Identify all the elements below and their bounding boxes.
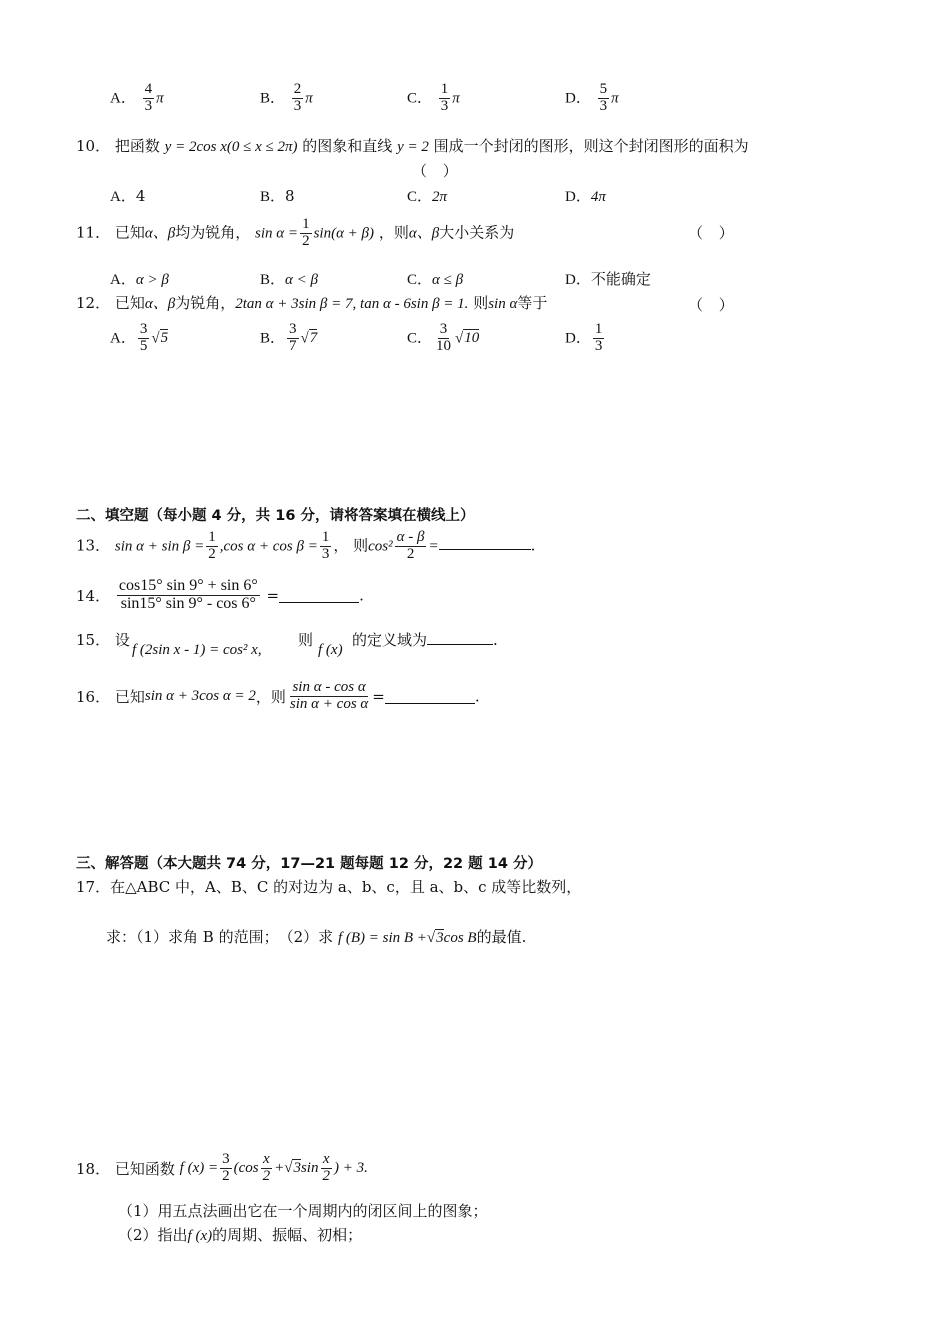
q11-option-d: D．不能确定 — [565, 270, 651, 288]
fraction: $\frac{\cos 15^\circ \sin 9^\circ + \sin 6^\circ}{\sin 15^\circ \sin 9^\circ - \cos 6^\circ}$ — [118, 577, 258, 612]
answer-blank[interactable] — [279, 588, 359, 603]
fraction: $\frac{1}{3}$ — [321, 529, 330, 562]
q18-stem: 18． 已知函数 f (x) = $\frac{3}{2}$ (cos $\frac{x}{2}$ +√3sin $\frac{x}{2}$ ) + 3. — [76, 1151, 368, 1184]
fraction: $\frac{1}{3}$ — [594, 321, 603, 354]
q16: 16． 已知sin α + 3cos α = 2，则 $\frac{\text{sin α - cos α}}{\text{sin α + cos α}}$ = . — [76, 679, 480, 712]
q9-option-d: D． $\frac{5}{3}$ π — [565, 81, 619, 114]
fraction: $\frac{3}{10}$ — [436, 321, 452, 354]
q11-answer-paren: （ ） — [688, 226, 740, 242]
q11-option-c: C．α ≤ β — [407, 272, 464, 288]
q12-option-a: A． $\frac{3}{5}$ √5 — [110, 321, 169, 354]
fraction: $\frac{x}{2}$ — [262, 1151, 271, 1184]
q12-answer-paren: （ ） — [688, 298, 740, 314]
q15-math: f (2sin x - 1) = cos² x, — [132, 642, 262, 658]
fraction: $\frac{\alpha - \beta}{2}$ — [396, 529, 425, 562]
q10-option-c: C．2π — [407, 189, 448, 205]
q15: 15． 设 — [76, 631, 130, 649]
q11-stem: 11． 已知α、β均为锐角， sin α = $\frac{1}{2}$ sin(α + β) ，则α、β大小关系为 — [76, 216, 515, 249]
q10-stem: 10． 把函数 y = 2cos x(0 ≤ x ≤ 2π) 的图象和直线 y = 2 围成一个封闭的图形，则这个封闭图形的面积为 — [76, 137, 749, 155]
q10-answer-paren: （ ） — [412, 164, 464, 180]
q10-option-d: D．4π — [565, 189, 606, 205]
answer-blank[interactable] — [427, 630, 493, 645]
q14: 14． $\frac{\cos 15^\circ \sin 9^\circ + \sin 6^\circ}{\sin 15^\circ \sin 9^\circ - \cos 6^\circ}$ = . — [76, 577, 364, 612]
q10-option-a: A．4 — [110, 187, 146, 205]
q17-ask: 求：（1）求角 B 的范围； （2）求 f (B) = sin B +√3cos B的最值. — [106, 928, 527, 946]
fraction: $\frac{2}{3}$ — [293, 81, 302, 114]
q17-stem: 17．在△ABC 中，A、B、C 的对边为 a、b、c，且 a、b、c 成等比数列， — [76, 878, 582, 896]
fraction: $\frac{1}{2}$ — [302, 216, 310, 249]
section-2-title: 二、填空题（每小题 4 分，共 16 分，请将答案填在横线上） — [76, 508, 475, 524]
section-3-title: 三、解答题（本大题共 74 分，17—21 题每题 12 分，22 题 14 分） — [76, 856, 542, 872]
q12-stem: 12． 已知α、β为锐角，2tan α + 3sin β = 7, tan α - 6sin β = 1. 则sin α等于 — [76, 294, 548, 312]
q15-then: 则 — [298, 631, 314, 649]
q12-option-c: C． $\frac{3}{10}$ √10 — [407, 321, 480, 354]
q12-option-d: D． $\frac{1}{3}$ — [565, 321, 603, 354]
q11-option-b: B．α < β — [260, 272, 318, 288]
q9-option-b: B． $\frac{2}{3}$ π — [260, 81, 313, 114]
fraction: $\frac{3}{7}$ — [289, 321, 297, 354]
fraction: $\frac{1}{2}$ — [208, 529, 216, 562]
fraction: $\frac{\text{sin α - cos α}}{\text{sin α + cos α}}$ — [289, 679, 369, 712]
answer-blank[interactable] — [439, 535, 531, 550]
q12-option-b: B． $\frac{3}{7}$ √7 — [260, 321, 318, 354]
q10-option-b: B．8 — [260, 187, 295, 205]
answer-blank[interactable] — [385, 689, 475, 704]
fraction: $\frac{x}{2}$ — [322, 1151, 330, 1184]
fraction: $\frac{5}{3}$ — [599, 81, 608, 114]
q15-tail: 的定义域为 . — [352, 631, 498, 649]
fraction: $\frac{1}{3}$ — [440, 81, 449, 114]
q18-part-2: （2）指出f (x)的周期、振幅、初相； — [118, 1226, 363, 1244]
q9-option-a: A． $\frac{4}{3}$ π — [110, 81, 164, 114]
fraction: $\frac{3}{2}$ — [222, 1151, 230, 1184]
q18-part-1: （1）用五点法画出它在一个周期内的闭区间上的图象； — [118, 1202, 488, 1220]
q13: 13． sin α + sin β = $\frac{1}{2}$ ,cos α + cos β = $\frac{1}{3}$ ， 则cos² $\frac{\alpha - \beta}{2}$ = . — [76, 529, 536, 562]
fraction: $\frac{3}{5}$ — [139, 321, 148, 354]
q15-fx: f (x) — [318, 642, 343, 658]
q9-option-c: C． $\frac{1}{3}$ π — [407, 81, 460, 114]
q11-option-a: A．α > β — [110, 272, 169, 288]
fraction: $\frac{4}{3}$ — [144, 81, 153, 114]
